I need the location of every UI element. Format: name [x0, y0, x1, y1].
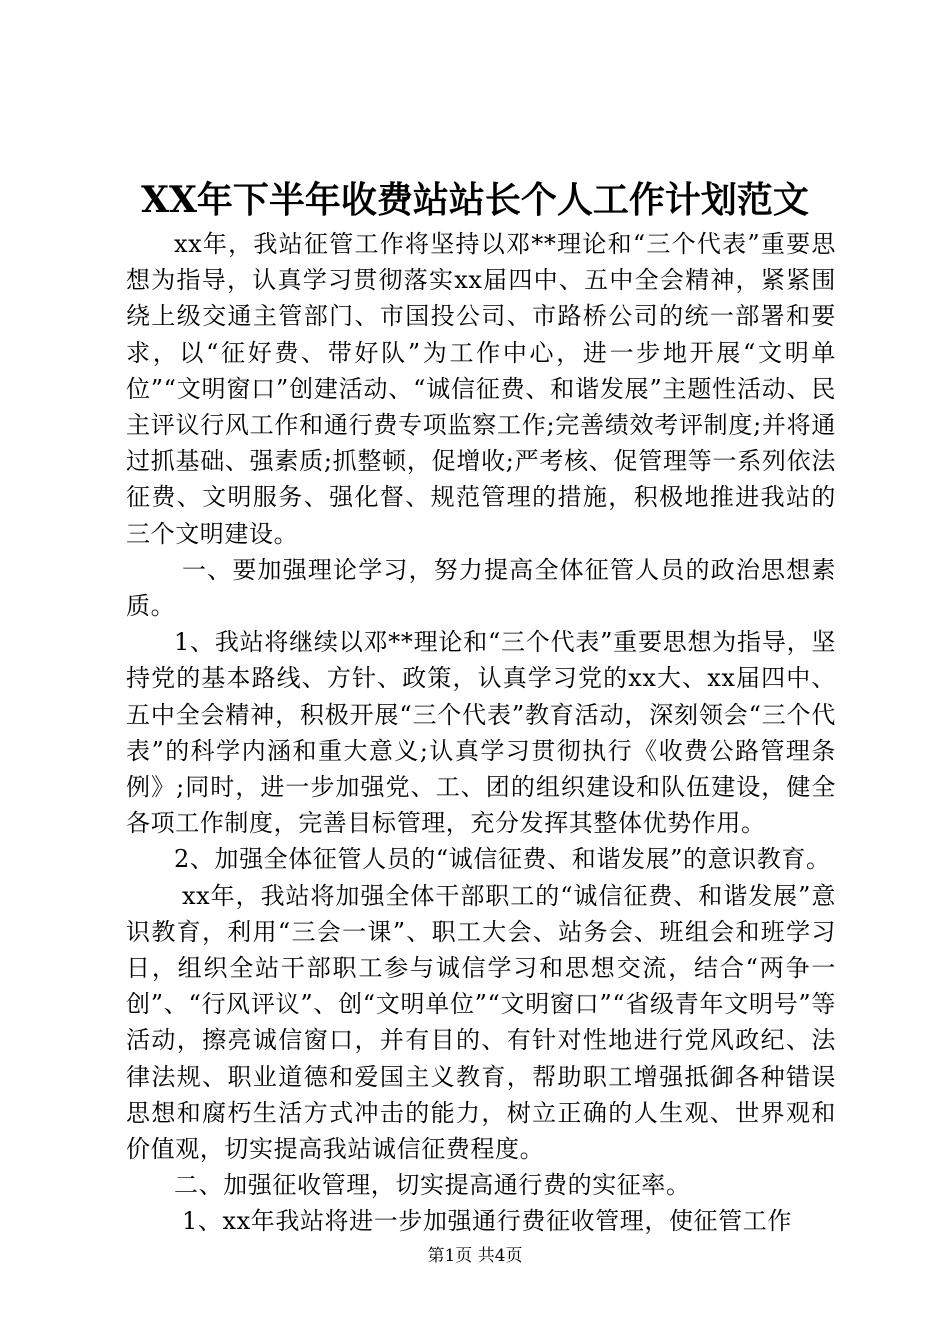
paragraph-item-2-1: 1、xx年我站将进一步加强通行费征收管理，使征管工作: [182, 1207, 792, 1236]
section-heading-1: 一、要加强理论学习，努力提高全体征管人员的政治思想素质。: [126, 555, 836, 621]
paragraph-intro: xx年，我站征管工作将坚持以邓**理论和“三个代表”重要思想为指导，认真学习贯彻落实xx届四中、五中全会精神，紧紧围绕上级交通主管部门、市国投公司、市路桥公司的统一部署和要求，以“征好费、带好队”为工作中心，进一步地开展“文明单位”“文明窗口”创建活动、“诚信征费、和谐发展”主题性活动、民主评议行风工作和通行费专项监察工作;完善绩效考评制度;并将通过抓基础、强素质;抓整顿，促增收;严考核、促管理等一系列依法征费、文明服务、强化督、规范管理的措施，积极地推进我站的三个文明建设。: [126, 230, 836, 548]
document-body: [126, 226, 836, 1240]
section-heading-2: 二、加强征收管理，切实提高通行费的实征率。: [174, 1171, 691, 1200]
document-title: XX年下半年收费站站长个人工作计划范文: [141, 179, 809, 221]
paragraph-item-1-2-detail: xx年，我站将加强全体干部职工的“诚信征费、和谐发展”意识教育，利用“三会一课”、职工大会、站务会、班组会和班学习日，组织全站干部职工参与诚信学习和思想交流，结合“两争一创”、“行风评议”、创“文明单位”“文明窗口”“省级青年文明号”等活动，擦亮诚信窗口，并有目的、有针对性地进行党风政纪、法律法规、职业道德和爱国主义教育，帮助职工增强抵御各种错误思想和腐朽生活方式冲击的能力，树立正确的人生观、世界观和价值观，切实提高我站诚信征费程度。: [126, 881, 836, 1164]
paragraph-item-1-2: 2、加强全体征管人员的“诚信征费、和谐发展”的意识教育。: [174, 845, 831, 874]
page-footer: 第1页 共4页: [427, 1246, 523, 1266]
paragraph-item-1-1: 1、我站将继续以邓**理论和“三个代表”重要思想为指导，坚持党的基本路线、方针、政策，认真学习党的xx大、xx届四中、五中全会精神，积极开展“三个代表”教育活动，深刻领会“三个代表”的科学内涵和重大意义;认真学习贯彻执行《收费公路管理条例》;同时，进一步加强党、工、团的组织建设和队伍建设，健全各项工作制度，完善目标管理，充分发挥其整体优势作用。: [126, 628, 836, 838]
